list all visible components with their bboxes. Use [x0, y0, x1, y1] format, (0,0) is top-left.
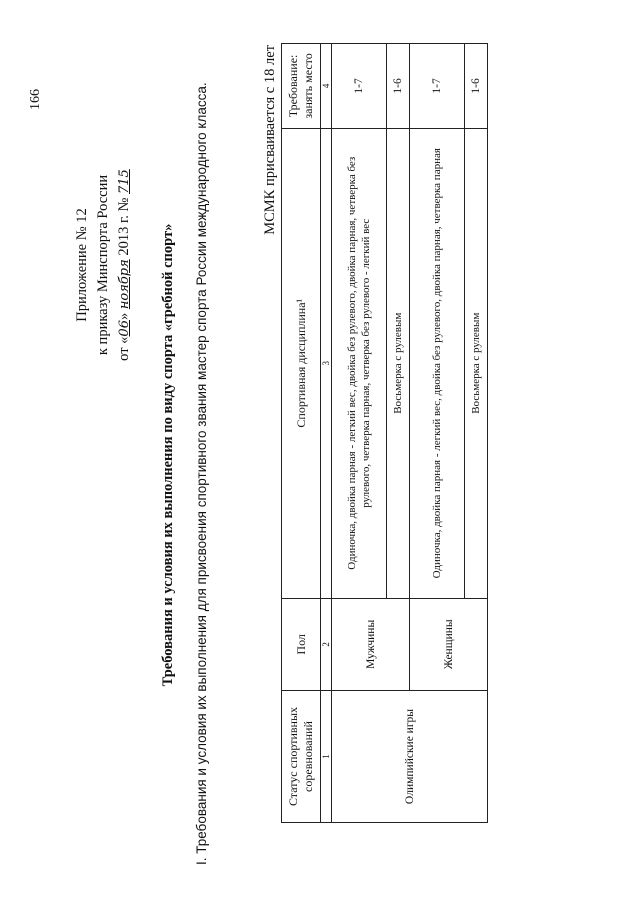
date-month: ноября	[117, 259, 132, 310]
place-cell: 1-7	[332, 44, 387, 129]
competition-status: Олимпийские игры	[332, 691, 488, 823]
intro-paragraph: I. Требования и условия их выполнения для присвоения спортивного звания мастер спорта России международного класса.	[194, 82, 209, 865]
header-discipline: Спортивная дисциплина¹	[282, 128, 321, 598]
place-cell: 1-6	[387, 44, 410, 129]
header-gender: Пол	[282, 598, 321, 690]
column-number-row	[321, 44, 332, 823]
page-number: 166	[28, 89, 43, 110]
discipline-cell: Восьмерка с рулевым	[465, 128, 488, 598]
table-header-row	[282, 44, 321, 823]
appendix-header	[72, 70, 135, 460]
appendix-date-line	[114, 70, 135, 460]
appendix-order-ref: к приказу Минспорта России	[95, 174, 111, 356]
order-number: 715	[117, 169, 132, 194]
col-number: 2	[321, 598, 332, 690]
place-cell: 1-7	[410, 44, 465, 129]
date-year: 2013 г. №	[116, 197, 132, 256]
col-number: 4	[321, 44, 332, 129]
discipline-cell: Одиночка, двойка парная - легкий вес, двойка без рулевого, двойка парная, четверка парная	[410, 128, 465, 598]
date-prefix: от «	[116, 336, 132, 361]
header-place: Требование: занять место	[282, 44, 321, 129]
place-cell: 1-6	[465, 44, 488, 129]
discipline-cell: Одиночка, двойка парная - легкий вес, двойка без рулевого, двойка парная, четверка без рулевого, четверка парная, четверка без рулевого - легкий вес	[332, 128, 387, 598]
table-caption: МСМК присваивается с 18 лет	[262, 45, 278, 235]
appendix-number: Приложение № 12	[74, 208, 90, 322]
table-row	[332, 44, 387, 823]
document-title: Требования и условия их выполнения по виду спорта «гребной спорт»	[160, 223, 176, 687]
header-status: Статус спортивных соревнований	[282, 691, 321, 823]
col-number: 3	[321, 128, 332, 598]
col-number: 1	[321, 691, 332, 823]
requirements-table	[281, 43, 488, 823]
discipline-cell: Восьмерка с рулевым	[387, 128, 410, 598]
date-mid: »	[116, 312, 132, 321]
gender-cell: Мужчины	[332, 598, 410, 690]
gender-cell: Женщины	[410, 598, 488, 690]
date-day: 06	[117, 320, 132, 337]
